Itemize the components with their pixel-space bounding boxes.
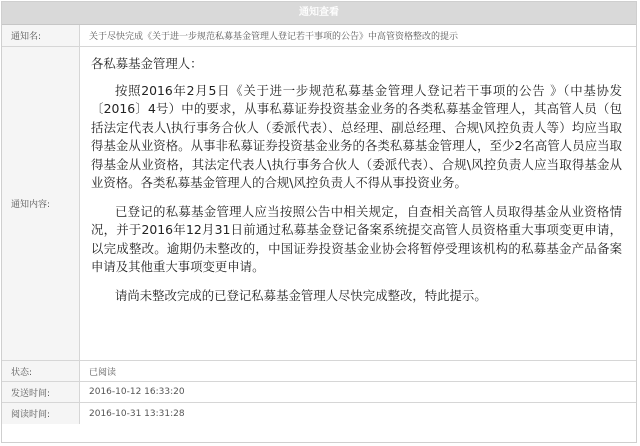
notice-sent-time-row <box>2 382 636 403</box>
notice-paragraph-3: 请尚未整改完成的已登记私募基金管理人尽快完成整改，特此提示。 <box>115 287 487 303</box>
notice-read-time-value: 2016-10-31 13:31:28 <box>89 408 185 419</box>
notice-title-label: 通知名: <box>2 25 80 46</box>
notice-content-body <box>80 47 636 360</box>
notice-view-panel <box>1 1 637 443</box>
notice-status-label: 状态: <box>2 361 80 381</box>
notice-read-time-label: 阅读时间: <box>2 403 80 424</box>
notice-title-value: 关于尽快完成《关于进一步规范私募基金管理人登记若干事项的公告》中高管资格整改的提示 <box>89 32 459 42</box>
notice-read-time-row <box>2 403 636 424</box>
notice-status-value: 已阅读 <box>89 367 117 378</box>
notice-sent-time-value: 2016-10-12 16:33:20 <box>89 387 185 397</box>
notice-content-label: 通知内容: <box>2 47 80 360</box>
notice-paragraph-1: 按照2016年2月5日《关于进一步规范私募基金管理人登记若干事项的公告 》（中基协发〔2016〕4号）中的要求，从事私募证券投资基金业务的各类私募基金管理人，其高管人员（包括法定代表人\执行事务合伙人（委派代表）、总经理、副总经理、合规\风控负责人等）均应当取得基金从业资格。从事非私募证券投资基金业务的各类私募基金管理人，至少2名高管人员应当取得基金从业资格，其法定代表人\执行事务合伙人（委派代表）、合规\风控负责人应当取得基金从业资格。各类私募基金管理人的合规\风控负责人不得从事投资业务。 <box>91 82 622 190</box>
notice-title-row <box>2 25 636 47</box>
notice-status-row <box>2 361 636 382</box>
notice-greeting: 各私募基金管理人： <box>91 56 203 71</box>
notice-paragraph-2: 已登记的私募基金管理人应当按照公告中相关规定，自查相关高管人员取得基金从业资格情况，并于2016年12月31日前通过私募基金登记备案系统提交高管人员资格重大事项变更申请，以完成整改。逾期仍未整改的，中国证券投资基金业协会将暂停受理该机构的私募基金产品备案申请及其他重大事项变更申请。 <box>91 203 622 274</box>
panel-title: 通知查看 <box>2 2 636 25</box>
notice-content-row <box>2 47 636 361</box>
notice-sent-time-label: 发送时间: <box>2 382 80 402</box>
